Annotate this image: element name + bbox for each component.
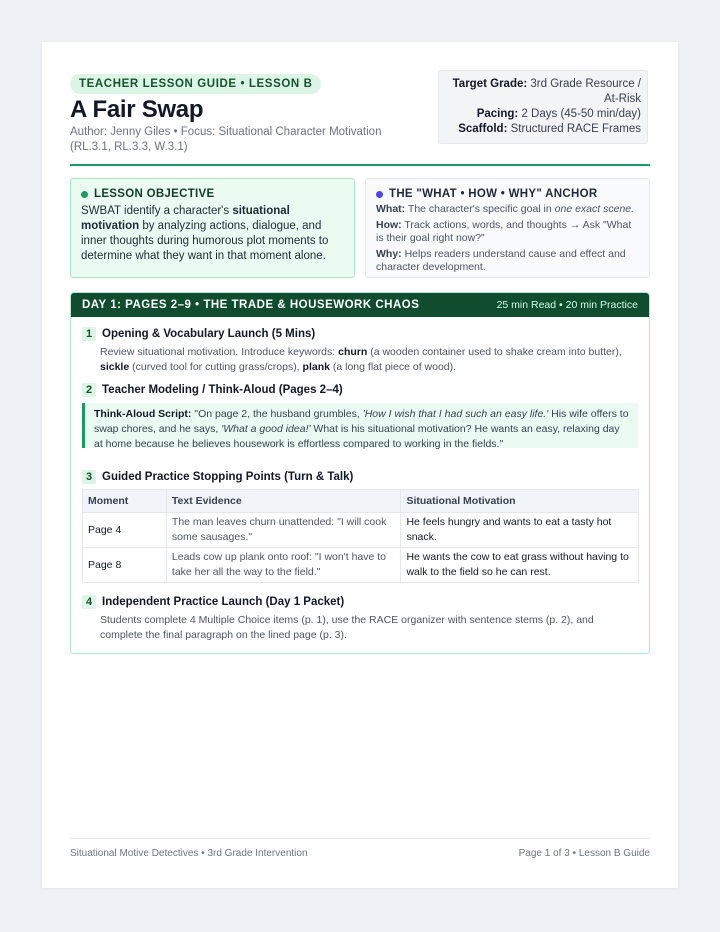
evidence-cell: Leads cow up plank onto roof: "I won't have to take her all the way to the field." (166, 548, 401, 583)
think-aloud-script: Think-Aloud Script: "On page 2, the husband grumbles, 'How I wish that I had such an easy life.' His wife offers to swap chores, and he says, 'What a good idea!' What is his situational motivation? He wants an easy, relaxing day at home because he believes housework is effortless compared to working in the fields." (82, 403, 638, 448)
day1-section (70, 292, 650, 654)
day1-header (71, 293, 649, 317)
step-1 (82, 327, 638, 375)
anchor-how: How: Track actions, words, and thoughts → Ask "What is their goal right now?" (376, 219, 632, 244)
table-header-row (83, 490, 639, 513)
day1-timing: 25 min Read • 20 min Practice (496, 299, 638, 311)
table-row (83, 513, 639, 548)
anchor-title: THE "WHAT • HOW • WHY" ANCHOR (376, 188, 639, 200)
step-2 (82, 383, 343, 397)
step-number: 2 (82, 383, 96, 397)
page-title: A Fair Swap (70, 96, 204, 123)
vocab-text: Review situational motivation. Introduce keywords: churn (a wooden container used to shake cream into butter), sickle (curved tool for cutting grass/crops), plank (a long flat piece of wood). (100, 346, 622, 373)
author-line: Author: Jenny Giles • Focus: Situational Character Motivation (RL.3.1, RL.3.3, W.3.1) (70, 126, 382, 153)
step-title: Guided Practice Stopping Points (Turn & Talk) (102, 471, 354, 483)
day1-title: DAY 1: PAGES 2–9 • THE TRADE & HOUSEWORK CHAOS (82, 299, 420, 311)
motivation-cell: He wants the cow to eat grass without having to walk to the field so he can rest. (401, 548, 639, 583)
step-3 (82, 470, 353, 484)
column-header: Moment (83, 490, 167, 513)
grade-row: Target Grade: 3rd Grade Resource / At-Risk (452, 78, 641, 105)
lesson-guide-page (42, 42, 678, 888)
anchor-why: Why: Helps readers understand cause and effect and character development. (376, 248, 626, 273)
footer-left: Situational Motive Detectives • 3rd Grade Intervention (70, 848, 308, 859)
step-number: 1 (82, 327, 96, 341)
step-number: 3 (82, 470, 96, 484)
step-title: Opening & Vocabulary Launch (5 Mins) (102, 328, 316, 340)
footer-right: Page 1 of 3 • Lesson B Guide (518, 848, 650, 859)
pacing-row: Pacing: 2 Days (45-50 min/day) (476, 108, 641, 120)
step-title: Teacher Modeling / Think-Aloud (Pages 2–4) (102, 384, 343, 396)
objective-card (70, 178, 355, 278)
anchor-dot-icon (376, 191, 383, 198)
evidence-cell: The man leaves churn unattended: "I will cook some sausages." (166, 513, 401, 548)
lesson-badge: TEACHER LESSON GUIDE • LESSON B (70, 74, 321, 94)
moment-cell: Page 8 (83, 548, 167, 583)
scaffold-row: Scaffold: Structured RACE Frames (458, 123, 641, 135)
moment-cell: Page 4 (83, 513, 167, 548)
header (70, 74, 650, 166)
guided-practice-table (82, 489, 639, 583)
footer-divider (70, 838, 650, 839)
objective-title: LESSON OBJECTIVE (81, 188, 344, 200)
step-title: Independent Practice Launch (Day 1 Packet) (102, 596, 345, 608)
table-row (83, 548, 639, 583)
objective-dot-icon (81, 191, 88, 198)
step-number: 4 (82, 595, 96, 609)
column-header: Situational Motivation (401, 490, 639, 513)
anchor-what: What: The character's specific goal in one exact scene. (376, 203, 635, 215)
lesson-meta-box (438, 70, 648, 144)
column-header: Text Evidence (166, 490, 401, 513)
objective-text: SWBAT identify a character's situational motivation by analyzing actions, dialogue, and inner thoughts during humorous plot moments to determine what they want in that moment alone. (81, 205, 329, 262)
anchor-card (365, 178, 650, 278)
motivation-cell: He feels hungry and wants to eat a tasty hot snack. (401, 513, 639, 548)
independent-practice-text: Students complete 4 Multiple Choice items (p. 1), use the RACE organizer with sentence stems (p. 2), and complete the final paragraph on the lined page (p. 3). (100, 614, 594, 641)
header-divider (70, 164, 650, 166)
step-4 (82, 595, 638, 643)
